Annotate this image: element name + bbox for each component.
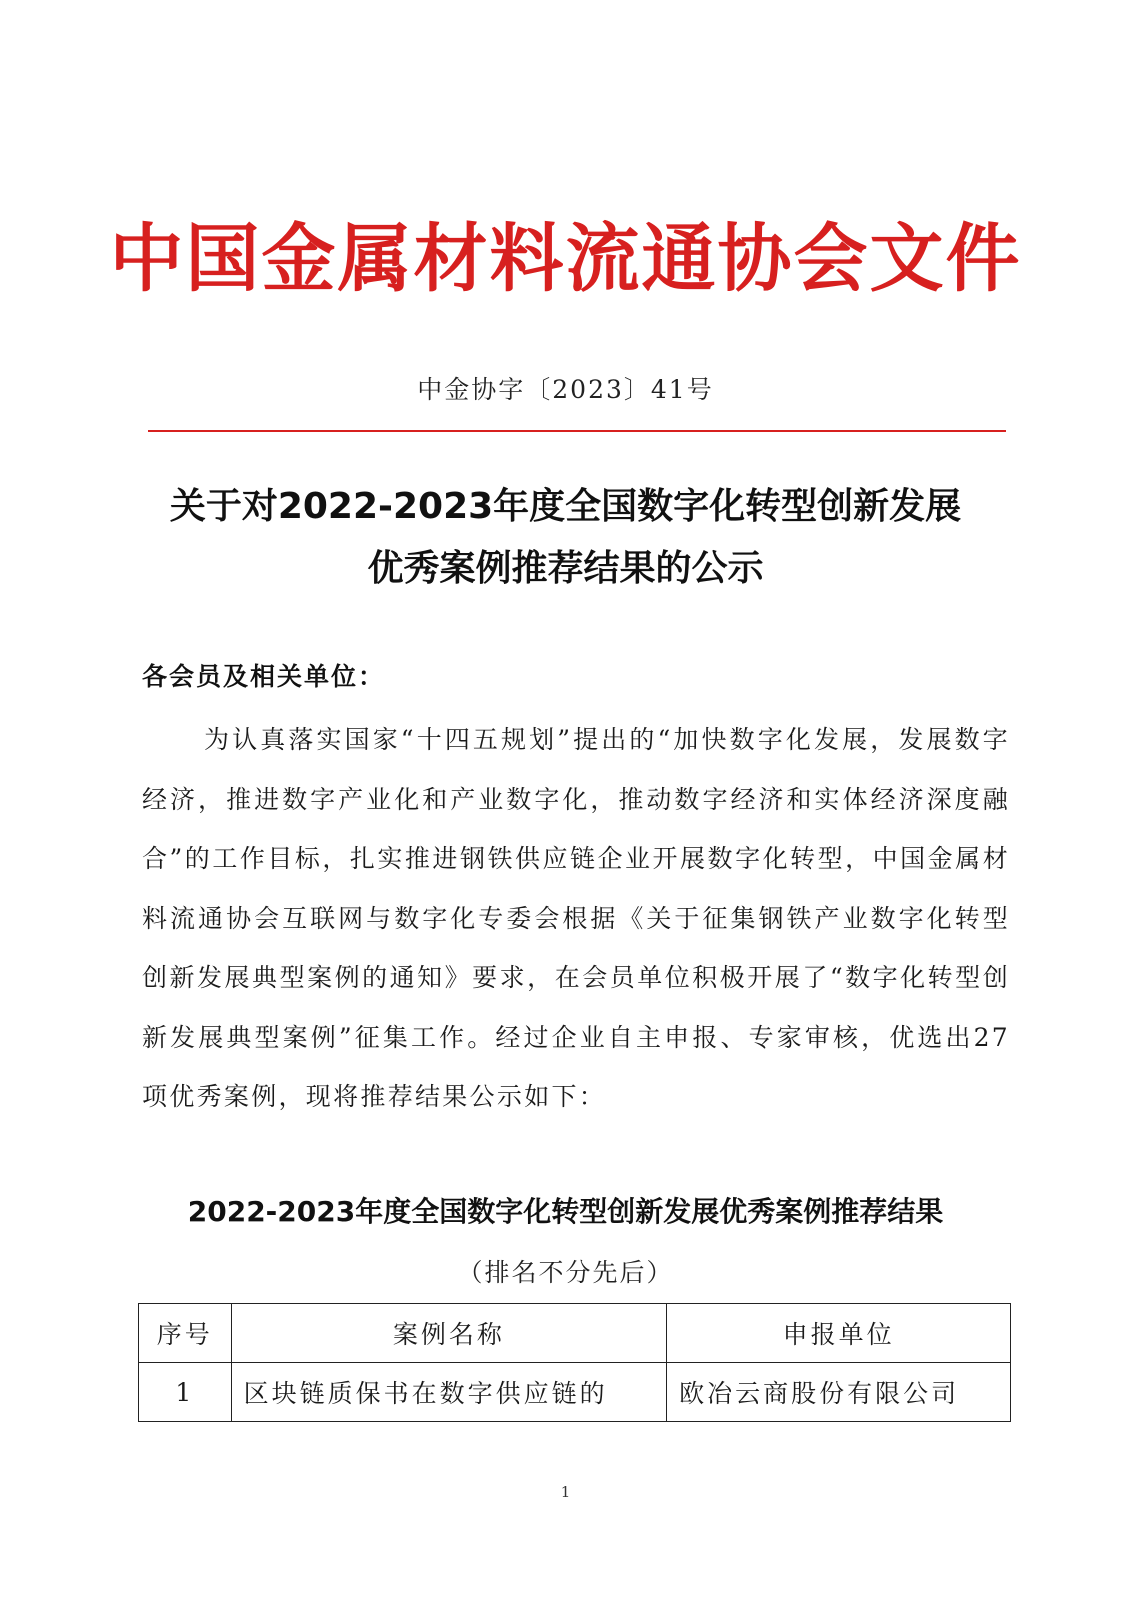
red-divider <box>148 430 1006 432</box>
doc-number: 中金协字〔2023〕41号 <box>417 375 714 404</box>
results-table-title: 2022-2023年度全国数字化转型创新发展优秀案例推荐结果 <box>187 1195 944 1228</box>
table-row <box>139 1363 1011 1422</box>
body-paragraph: 为认真落实国家“十四五规划”提出的“加快数字化发展，发展数字经济，推进数字产业化和产业数字化，推动数字经济和实体经济深度融合”的工作目标，扎实推进钢铁供应链企业开展数字化转型，中国金属材料流通协会互联网与数字化专委会根据《关于征集钢铁产业数字化转型创新发展典型案例的通知》要求，在会员单位积极开展了“数字化转型创新发展典型案例”征集工作。经过企业自主申报、专家审核，优选出27项优秀案例，现将推荐结果公示如下： <box>142 725 1010 1111</box>
results-table-subtitle: （排名不分先后） <box>457 1258 674 1287</box>
salutation: 各会员及相关单位： <box>142 662 386 691</box>
notice-title-line-2: 优秀案例推荐结果的公示 <box>367 548 764 589</box>
notice-title <box>0 476 1131 600</box>
org-file-title: 中国金属材料流通协会文件 <box>109 216 1022 302</box>
row-case-name: 区块链质保书在数字供应链的 <box>231 1363 667 1422</box>
row-unit: 欧冶云商股份有限公司 <box>667 1363 1011 1422</box>
table-header-row <box>139 1304 1011 1363</box>
column-header-unit: 申报单位 <box>667 1304 1011 1363</box>
notice-title-line-1: 关于对2022-2023年度全国数字化转型创新发展 <box>169 486 962 527</box>
column-header-number: 序号 <box>139 1304 232 1363</box>
results-table <box>138 1303 1011 1422</box>
column-header-case-name: 案例名称 <box>231 1304 667 1363</box>
page-number: 1 <box>560 1483 571 1501</box>
row-number: 1 <box>139 1363 232 1422</box>
